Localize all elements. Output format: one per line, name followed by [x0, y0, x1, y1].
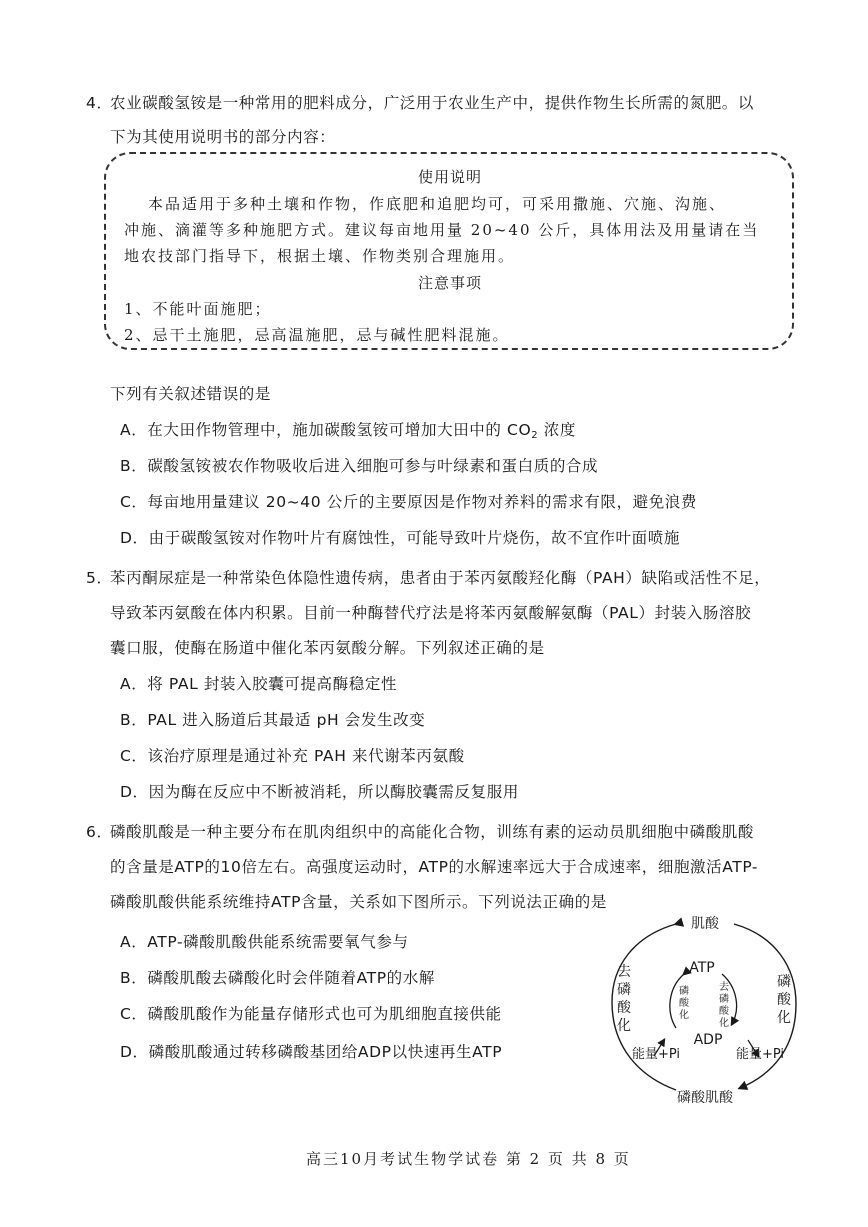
box-notes-title: 注意事项: [418, 274, 483, 292]
question-number: 6．: [86, 823, 113, 841]
option-d: D．由于碳酸氢铵对作物叶片有腐蚀性，可能导致叶片烧伤，故不宜作叶面喷施: [120, 529, 680, 547]
option-d: D．因为酶在反应中不断被消耗，所以酶胶囊需反复服用: [120, 783, 519, 801]
question-stem: 囊口服，使酶在肠道中催化苯丙氨酸分解。下列叙述正确的是: [110, 639, 545, 657]
option-d: D．磷酸肌酸通过转移磷酸基团给ADP以快速再生ATP: [120, 1043, 503, 1061]
label-creatine: 肌酸: [691, 916, 719, 932]
box-note: 1、不能叶面施肥；: [124, 300, 272, 318]
option-a: A．将 PAL 封装入胶囊可提高酶稳定性: [120, 675, 398, 693]
label-atp: ATP: [689, 960, 715, 976]
box-title: 使用说明: [418, 168, 483, 186]
label-dephosphorylation-inner: 磷: [719, 994, 729, 1005]
atp-creatine-cycle-diagram: [598, 906, 808, 1106]
question-prompt: 下列有关叙述错误的是: [110, 385, 272, 403]
label-dephosphorylation-outer: 磷: [617, 982, 631, 998]
label-dephosphorylation-outer: 去: [617, 964, 631, 980]
label-phosphorylation-outer: 磷: [777, 974, 791, 990]
option-b: B．碳酸氢铵被农作物吸收后进入细胞可参与叶绿素和蛋白质的合成: [120, 457, 599, 475]
box-text: 冲施、滴灌等多种施肥方式。建议每亩地用量 20~40 公斤，具体用法及用量请在当: [124, 221, 760, 239]
label-dephosphorylation-inner: 酸: [719, 1006, 729, 1017]
question-stem: 磷酸肌酸是一种主要分布在肌肉组织中的高能化合物，训练有素的运动员肌细胞中磷酸肌酸: [110, 823, 755, 841]
question-stem: 下为其使用说明书的部分内容：: [110, 128, 336, 146]
question-number: 4．: [86, 94, 113, 112]
question-stem: 磷酸肌酸供能系统维持ATP含量，关系如下图所示。下列说法正确的是: [110, 893, 607, 911]
label-adp: ADP: [693, 1032, 723, 1048]
option-c: C．该治疗原理是通过补充 PAH 来代谢苯丙氨酸: [120, 747, 465, 765]
question-number: 5．: [86, 569, 113, 587]
box-text: 本品适用于多种土壤和作物，作底肥和追肥均可，可采用撒施、穴施、沟施、: [148, 195, 727, 213]
page-footer: 高三10月考试生物学试卷 第 2 页 共 8 页: [306, 1150, 631, 1168]
option-b: B．磷酸肌酸去磷酸化时会伴随着ATP的水解: [120, 969, 435, 987]
label-phosphorylation-outer: 酸: [777, 992, 791, 1008]
option-text: A．在大田作物管理中，施加碳酸氢铵可增加大田中的 CO: [120, 421, 532, 439]
question-stem: 农业碳酸氢铵是一种常用的肥料成分，广泛用于农业生产中，提供作物生长所需的氮肥。以: [110, 94, 755, 112]
box-text: 地农技部门指导下，根据土壤、作物类别合理施用。: [124, 247, 516, 265]
label-phosphorylation-inner: 磷: [679, 986, 689, 997]
label-phosphorylation-outer: 化: [777, 1010, 791, 1026]
question-stem: 苯丙酮尿症是一种常染色体隐性遗传病，患者由于苯丙氨酸羟化酶（PAH）缺陷或活性不足，: [110, 569, 771, 587]
option-c: C．每亩地用量建议 20~40 公斤的主要原因是作物对养料的需求有限，避免浪费: [120, 493, 698, 511]
label-dephosphorylation-outer: 化: [617, 1018, 631, 1034]
label-phosphocreatine: 磷酸肌酸: [677, 1090, 733, 1106]
question-stem: 导致苯丙氨酸在体内积累。目前一种酶替代疗法是将苯丙氨酸解氨酶（PAL）封装入肠溶胶: [110, 604, 752, 622]
label-energy-right: 能量+Pi: [735, 1047, 785, 1062]
option-c: C．磷酸肌酸作为能量存储形式也可为肌细胞直接供能: [120, 1005, 502, 1023]
label-dephosphorylation-inner: 化: [719, 1018, 729, 1029]
subscript: 2: [531, 430, 539, 441]
box-note: 2、忌干土施肥，忌高温施肥，忌与碱性肥料混施。: [124, 326, 510, 344]
option-b: B．PAL 进入肠道后其最适 pH 会发生改变: [120, 711, 426, 729]
label-phosphorylation-inner: 酸: [679, 998, 689, 1009]
question-stem: 的含量是ATP的10倍左右。高强度运动时，ATP的水解速率远大于合成速率，细胞激活ATP-: [110, 858, 759, 876]
option-text: 浓度: [538, 421, 576, 439]
option-a: A．ATP-磷酸肌酸供能系统需要氧气参与: [120, 933, 409, 951]
option-a: [120, 418, 576, 441]
label-energy-left: 能量+Pi: [631, 1047, 681, 1062]
label-dephosphorylation-inner: 去: [719, 982, 729, 993]
label-dephosphorylation-outer: 酸: [617, 1000, 631, 1016]
label-phosphorylation-inner: 化: [679, 1010, 689, 1021]
